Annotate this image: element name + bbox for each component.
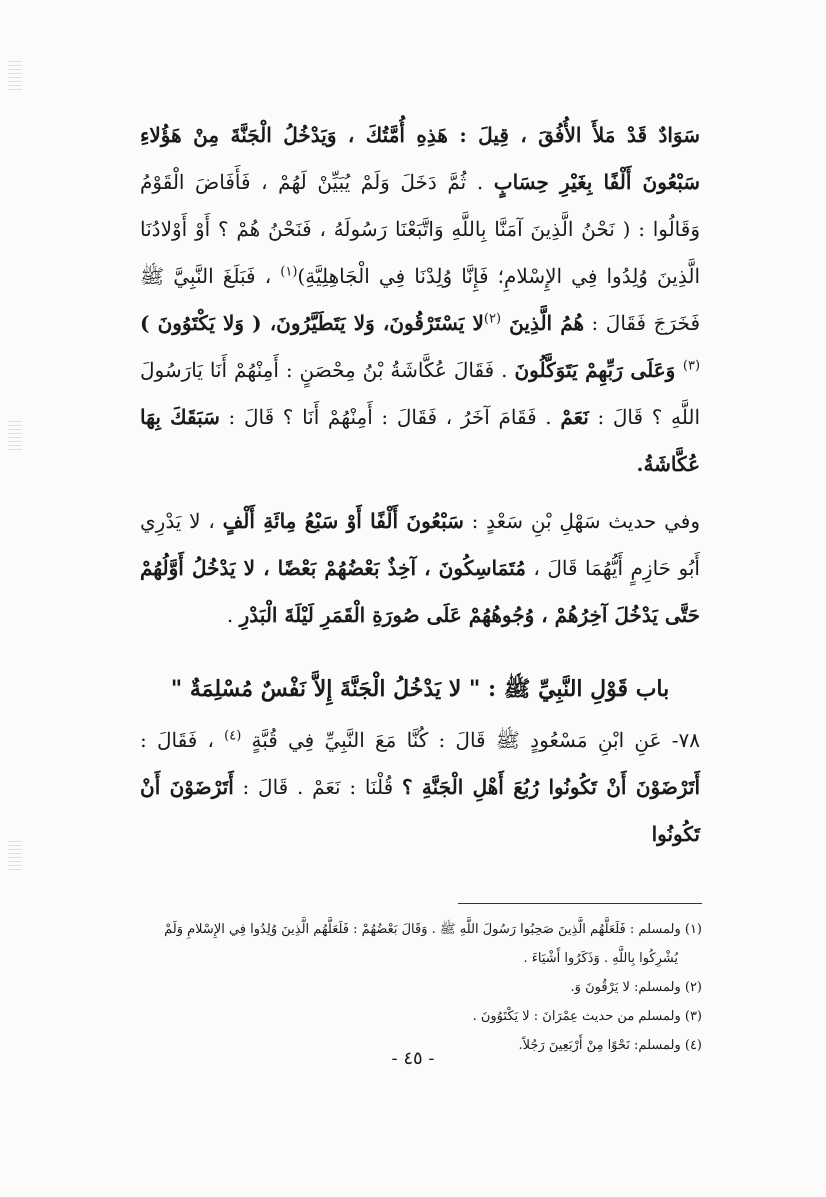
- footnote-2: (٢) ولمسلم: لا يَرْقُونَ وَ.: [570, 980, 702, 995]
- narration-text: ، فَبَلَغَ النَّبِيَّ ﷺ فَخَرَجَ فَقَالَ :: [140, 264, 701, 335]
- hadith-quote: هُمُ الَّذِينَ: [501, 311, 585, 335]
- scan-edge-mark: [8, 420, 22, 450]
- narration-text: وفي حديث سَهْلِ بْنِ سَعْدٍ :: [463, 509, 701, 533]
- hadith-quote: سَوَادٌ قَدْ مَلأَ الأُفُقَ ، قِيلَ : هَذِهِ أُمَّتُكَ ، وَيَدْخُلُ الْجَنَّةَ مِنْ هَؤُلاءِ سَبْعُونَ أَلْفًا بِغَيْرِ حِسَابٍ: [140, 123, 701, 194]
- scan-edge-mark: [8, 60, 22, 90]
- footnotes: [130, 915, 702, 1060]
- narration-text: . فَقَالَ عُكَّاشَةُ بْنُ مِحْصَنٍ : أَمِنْهُمْ أَنَا يَارَسُولَ اللَّهِ ؟ قَالَ :: [140, 358, 700, 429]
- footnote-1: (١) ولمسلم : فَلَعَلَّهُم الَّذِينَ صَحِبُوا رَسُولَ اللَّهِ ﷺ . وَقَالَ بَعْضُهُمْ : فَلَعَلَّهُم الَّذِينَ وُلِدُوا فِي الإِسْلامِ وَلَمْ: [164, 922, 702, 937]
- footnote-4: (٤) ولمسلم: نَحْوًا مِنْ أَرْبَعِينَ رَجُلاً.: [518, 1038, 702, 1053]
- narration-text: . ثُمَّ دَخَلَ وَلَمْ يُبَيِّنْ لَهُمْ ، فَأَفَاضَ الْقَوْمُ وَقَالُوا : ( نَحْنُ الَّذِينَ آمَنَّا بِاللَّهِ وَاتَّبَعْنَا رَسُولَهُ ، فَنَحْنُ هُمْ ؟ أَوْ أَوْلادُنَا الَّذِينَ وُلِدُوا فِي الإِسْلامِ؛ فَإِنَّا وُلِدْنَا فِي الْجَاهِلِيَّةِ): [140, 170, 701, 288]
- paragraph-sahl-hadith: [140, 498, 700, 639]
- hadith-quote: سَبْعُونَ أَلْفًا أَوْ سَبْعُ مِائَةِ أَلْفٍ: [222, 509, 464, 533]
- narration-text: ٧٨- عَنِ ابْنِ مَسْعُودٍ ﷺ قَالَ : كُنَّا مَعَ النَّبِيِّ فِي قُبَّةٍ: [241, 728, 700, 752]
- hadith-quote: وَعَلَى رَبِّهِمْ يَتَوَكَّلُونَ: [514, 358, 683, 382]
- narration-text: . فَقَامَ آخَرُ ، فَقَالَ : أَمِنْهُمْ أَنَا ؟ قَالَ :: [219, 405, 561, 429]
- hadith-quote: نَعَمْ: [560, 405, 589, 429]
- narration-text: ، لا يَدْرِي أَبُو حَازِمٍ أَيُّهُمَا قَالَ ،: [140, 509, 700, 580]
- footnote-ref: (٢): [483, 311, 502, 327]
- narration-text: ، فَقَالَ :: [140, 728, 225, 752]
- narration-text: قُلْنَا : نَعَمْ . قَالَ :: [233, 775, 402, 799]
- hadith-quote: أَتَرْضَوْنَ أَنْ تَكُونُوا رُبُعَ أَهْلِ الْجَنَّةِ ؟: [401, 775, 700, 799]
- footnote-ref: (٤): [224, 728, 242, 744]
- footnote-divider: [458, 903, 702, 904]
- footnote-3: (٣) ولمسلم من حديث عِمْرَانَ : لا يَكْتَوُونَ .: [472, 1009, 702, 1024]
- page-number: - ٤٥ -: [391, 1048, 435, 1069]
- footnote-ref: (١): [280, 264, 298, 280]
- paragraph-hadith-continuation: [140, 112, 700, 488]
- hadith-quote: لا يَسْتَرْقُونَ، وَلا يَتَطَيَّرُونَ، ( وَلا يَكْتَوُونَ ): [140, 311, 484, 335]
- chapter-heading: باب قَوْلِ النَّبِيِّ ﷺ : " لا يَدْخُلُ الْجَنَّةَ إِلاَّ نَفْسٌ مُسْلِمَةٌ ": [170, 676, 670, 702]
- hadith-quote: مُتَمَاسِكُونَ ، آخِذٌ بَعْضُهُمْ بَعْضًا ، لا يَدْخُلُ أَوَّلُهُمْ حَتَّى يَدْخُلَ آخِرُهُمْ ، وُجُوهُهُمْ عَلَى صُورَةِ الْقَمَرِ لَيْلَةَ الْبَدْرِ: [140, 556, 700, 627]
- narration-text: .: [226, 603, 240, 627]
- hadith-quote: سَبَقَكَ بِهَا عُكَّاشَةُ.: [140, 405, 700, 476]
- main-text: [140, 112, 700, 858]
- footnote-1-continuation: يُشْرِكُوا بِاللَّهِ . وَذَكَرُوا أَشْيَاءَ .: [523, 951, 678, 966]
- footnote-ref: (٣): [682, 358, 701, 374]
- scan-edge-mark: [8, 840, 22, 870]
- paragraph-hadith-78: [140, 717, 700, 858]
- hadith-quote: أَتَرْضَوْنَ أَنْ تَكُونُوا: [140, 775, 700, 846]
